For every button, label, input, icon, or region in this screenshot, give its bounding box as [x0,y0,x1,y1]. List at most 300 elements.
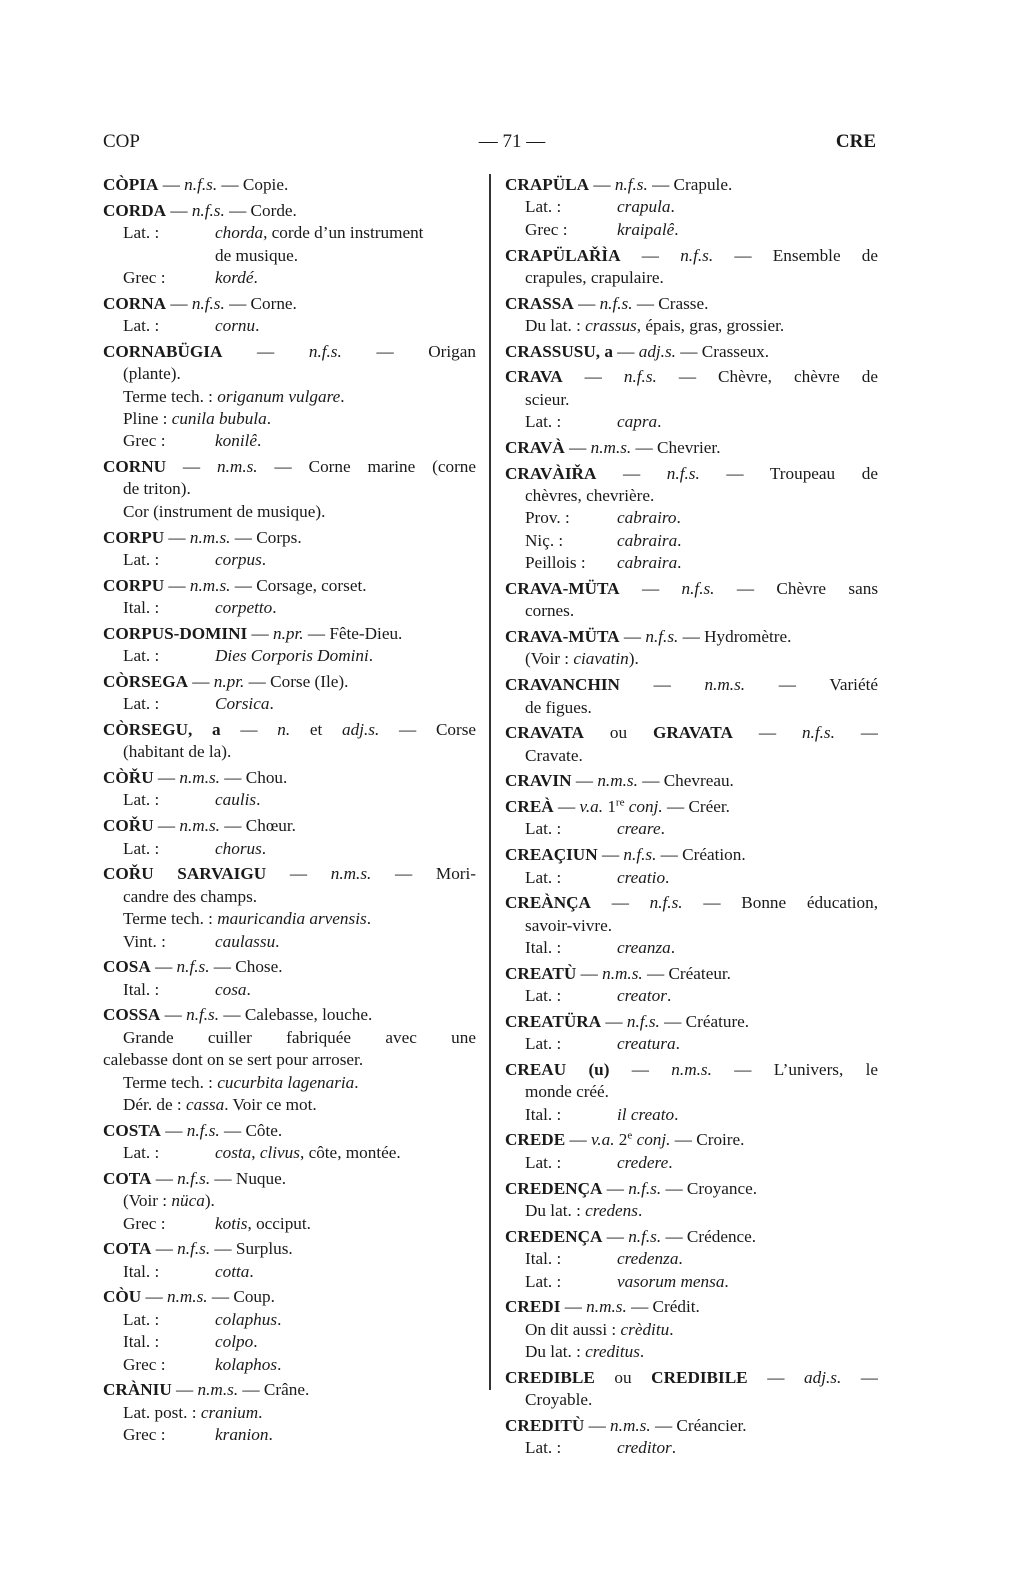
headword: CRAPÜLAŘÌA [505,245,621,265]
language-label: Lat. : [525,986,562,1006]
etymon: Corsica [215,694,270,714]
definition: Origan [428,341,476,361]
etymon-note: , occiput. [247,1213,311,1233]
dictionary-entry [505,174,878,241]
grammar-tag: n.m.s. [610,1415,651,1435]
etymology-line [103,789,476,811]
dictionary-entry [505,1011,878,1056]
dictionary-entry [505,892,878,959]
etymon: konilê [215,431,257,451]
headword: CRAVANCHIN [505,675,620,695]
etymon-note: , côte, montée. [299,1143,401,1163]
language-label: Ital. : [525,1249,562,1269]
etymon-note: . [269,694,274,714]
etymon: creatura [617,1034,676,1054]
dictionary-entry [103,200,476,290]
etymology-line [103,1213,476,1235]
entry-headline: COTA — n.f.s. — Surplus. [103,1239,293,1259]
headword: CÒŘU [103,768,154,788]
etymon-note: . [670,938,676,958]
etymology-line [103,597,476,619]
etymon: origanum vulgare [217,386,341,406]
entry-headline: CREAU (u) — n.m.s. — L’univers, le [505,1059,878,1079]
grammar-tag: n.m.s. [197,1380,239,1400]
headword: CORDA [103,200,167,220]
headword: CREDIBLE [505,1367,595,1387]
dictionary-entry [103,1004,476,1116]
etymon-note: . [272,598,277,618]
etymon: nüca [171,1191,205,1211]
entry-headline: CORPU — n.m.s. — Corsage, corset. [103,575,367,595]
entry-headline: CORDA — n.f.s. — Corde. [103,200,297,220]
headword: CRAPÜLA [505,175,590,194]
language-label: Lat. : [123,549,160,569]
etymology-line [103,979,476,1001]
etymon: creditus [585,1342,640,1362]
conjugation-suffix: e [627,1129,633,1142]
headword: CREDI [505,1297,561,1317]
etymology-line [505,1104,878,1126]
grammar-tag: n.m.s. [166,1287,208,1307]
etymon: cornu [215,316,256,336]
etymology-line [103,549,476,571]
dictionary-entry [505,1226,878,1293]
etymon-note: . [724,1271,729,1291]
etymology-line [103,386,476,408]
grammar-tag: adj.s. [804,1367,842,1387]
definition-continuation: cornes. [525,601,575,621]
etymon: corpus [215,549,262,569]
definition: Crasse. [658,293,709,313]
etymon: cabrairo [617,508,677,528]
dictionary-entry [505,722,878,767]
entry-headline: COSTA — n.f.s. — Côte. [103,1120,283,1140]
definition: Troupeau de [769,463,878,483]
headword: CREATÜRA [505,1011,602,1031]
grammar-tag: n.f.s. [681,578,715,598]
grammar-tag: n.pr. [213,671,245,691]
etymon-note: . [261,549,267,569]
definition: Crapule. [673,175,733,194]
left-column [103,174,476,1450]
language-label: Terme tech. : [123,386,213,406]
grammar-tag: n.f.s. [680,245,714,265]
etymon: cucurbita lagenaria [217,1072,355,1092]
grammar-tag: n.f.s. [614,175,648,194]
etymon: chorda [215,223,264,243]
entry-headline: CREDE — v.a. 2e conj. — Croire. [505,1129,745,1150]
dictionary-entry [505,437,878,459]
definition: Coup. [233,1287,275,1307]
entry-headline: COSA — n.f.s. — Chose. [103,957,283,977]
etymon-note: . [256,790,261,810]
etymon-note: . [670,197,675,217]
definition-continuation: monde créé. [525,1082,609,1102]
etymon: chorus [215,838,262,858]
definition: Corse [435,719,476,739]
etymology-line [103,645,476,667]
etymon-note: . [637,1200,643,1220]
etymology-line [103,315,476,337]
conjugation-suffix: re [615,796,625,809]
entry-headline: CRASSUSU, a — adj.s. — Crasseux. [505,341,770,361]
grammar-tag: n.f.s. [191,293,225,313]
grammar-tag: n.f.s. [649,893,683,913]
etymon: cranium [200,1402,259,1422]
grammar-tag: n.m.s. [330,864,372,884]
grammar-tag: n.f.s. [801,723,835,743]
entry-headline: CORNABÜGIA — n.f.s. — Origan [103,341,476,361]
headword: COŘU SARVAIGU [103,864,267,884]
dictionary-entry [103,815,476,860]
language-label: Grec : [123,431,166,451]
language-label: Lat. : [525,1438,562,1458]
headword: CORNABÜGIA [103,341,223,361]
etymology-line [103,1331,476,1353]
etymon-note: . [253,267,258,287]
language-label: Lat. : [525,1034,562,1054]
dictionary-entry [505,963,878,1008]
etymon: Dies Corporis Domini [215,646,369,666]
etymon: crassus [585,316,637,336]
dictionary-entry [103,1238,476,1283]
definition: Mori- [435,864,476,884]
note-line [103,1027,476,1049]
etymon-note: . [665,867,670,887]
definition: Chevreau. [663,771,734,791]
conjunction: ou [614,1367,632,1387]
headword: CRAVATA [505,723,584,743]
etymon-note: . [671,1438,677,1458]
grammar-tag: n.f.s. [626,1011,660,1031]
definition: Création. [682,845,746,865]
grammar-tag: n.f.s. [191,200,225,220]
dictionary-entry [103,341,476,453]
headword: CRAVIN [505,771,572,791]
dictionary-entry [505,341,878,363]
definition-continuation: Croyable. [525,1390,593,1410]
etymology-line [103,408,476,430]
etymon-note: . [674,219,679,239]
entry-headline: CRAPÜLA — n.f.s. — Crapule. [505,175,733,194]
grammar-tag: n.m.s. [590,437,632,457]
grammar-tag: n.m.s. [179,816,220,836]
definition: Crâne. [263,1380,310,1400]
dictionary-entry [103,456,476,523]
definition: Chose. [235,957,283,977]
language-label: Terme tech. : [123,909,213,929]
etymon: mauricandia arvensis [217,909,367,929]
language-label: Lat. : [123,838,160,858]
headword: CRAVÀIŘA [505,463,597,483]
grammar-tag: conj. [628,797,663,817]
dictionary-entry [103,293,476,338]
headword: CREATÙ [505,963,577,983]
language-label: Lat. : [525,867,562,887]
grammar-tag: n.f.s. [628,1226,662,1246]
headword: CORPUS-DOMINI [103,623,248,643]
etymon: kranion [215,1425,269,1445]
language-label: Pline : [123,408,168,428]
entry-headline: CORPUS-DOMINI — n.pr. — Fête-Dieu. [103,623,403,643]
dictionary-entry [103,527,476,572]
dictionary-entry [103,956,476,1001]
entry-headline: CRAVA — n.f.s. — Chèvre, chèvre de [505,367,878,387]
headword: CRAVÀ [505,437,565,457]
definition: Croire. [696,1130,745,1150]
definition-continuation: crapules, crapulaire. [525,267,664,287]
grammar-tag: n.m.s. [586,1297,627,1317]
entry-headline: CREDENÇA — n.f.s. — Crédence. [505,1226,757,1246]
language-label: Du lat. : [525,316,581,336]
entry-headline: CRÀNIU — n.m.s. — Crâne. [103,1380,310,1400]
dictionary-entry [505,1059,878,1126]
etymology-line [505,1248,878,1270]
etymology-line [103,1424,476,1446]
etymology-line [505,315,878,337]
definition: L’univers, le [773,1059,878,1079]
etymology-line [103,1261,476,1283]
definition-continuation: Cravate. [525,745,583,765]
headword: CRASSUSU, a [505,341,613,361]
headword: CORPU [103,527,165,547]
entry-headline: CREDI — n.m.s. — Crédit. [505,1297,700,1317]
grammar-tag: v.a. [590,1130,615,1150]
etymon-note: . [675,1034,680,1054]
etymon: creator [617,986,667,1006]
dictionary-entry [103,575,476,620]
etymon-note: . [249,1261,254,1281]
etymon-note: , [251,1143,260,1163]
language-label: Grec : [123,1354,166,1374]
grammar-tag: n.f.s. [623,845,657,865]
entry-headline: CRAVANCHIN — n.m.s. — Variété [505,675,878,695]
etymology-line [505,552,878,574]
dictionary-entry [103,1379,476,1446]
etymology-line [505,937,878,959]
etymon-note: . [669,1319,674,1339]
etymon-note: . [266,408,272,428]
headword: COSA [103,957,151,977]
conjunction: et [309,719,323,739]
language-label: Lat. : [123,316,160,336]
headword: CRAVA-MÜTA [505,578,620,598]
etymology-line [505,219,878,241]
dictionary-entry [103,863,476,953]
etymon: kraipalê [617,219,675,239]
language-label: Lat. : [123,1309,160,1329]
etymon: clivus [259,1143,300,1163]
definition-continuation: de triton). [123,479,191,499]
dictionary-entry [103,767,476,812]
language-label: Lat. : [525,1152,562,1172]
etymon: costa [215,1143,252,1163]
language-label: Grec : [525,219,568,239]
language-label: On dit aussi : [525,1319,617,1339]
grammar-tag: adj.s. [342,719,380,739]
language-label: (Voir : [525,649,570,669]
definition: Chèvre, chèvre de [718,367,878,387]
definition: Côte. [245,1120,283,1140]
etymon-note: ). [204,1191,215,1211]
language-label: Dér. de : [123,1094,182,1114]
headword: CREÀ [505,797,554,817]
headword: CRAVA-MÜTA [505,627,620,647]
definition: Hydromètre. [704,627,792,647]
definition-continuation: (habitant de la). [123,742,232,762]
definition: Corde. [250,200,297,220]
etymology-continuation: de musique. [215,245,299,265]
grammar-tag: n.f.s. [186,1120,220,1140]
etymon-note: . [676,508,681,528]
etymon: caulis [215,790,257,810]
language-label: Lat. : [123,694,160,714]
language-label: Grec : [123,267,166,287]
grammar-tag: n. [277,719,291,739]
etymon-note: . [277,1309,282,1329]
definition: Chœur. [245,816,296,836]
dictionary-entry [103,1168,476,1235]
grammar-tag: n.m.s. [671,1059,712,1079]
etymology-line [505,530,878,552]
dictionary-entry [103,1120,476,1165]
entry-headline: CORPU — n.m.s. — Corps. [103,527,302,547]
headword: CRASSA [505,293,574,313]
etymon-note: . [678,1249,683,1269]
headword: CREÀNÇA [505,893,591,913]
entry-headline: CREDIBLE ou CREDIBILE — adj.s. — [505,1367,878,1387]
etymon-note: . [275,931,280,951]
etymon-note: , corde d’un instrument [263,223,424,243]
dictionary-entry [505,1178,878,1223]
entry-headline: CREAÇIUN — n.f.s. — Création. [505,845,746,865]
grammar-tag: n.f.s. [599,293,633,313]
etymon: creare [617,819,661,839]
grammar-tag: n.f.s. [623,367,657,387]
entry-headline: CRAPÜLAŘÌA — n.f.s. — Ensemble de [505,245,878,265]
grammar-tag: n.f.s. [176,957,210,977]
etymology-line [103,1190,476,1212]
conjunction: ou [609,723,628,743]
grammar-tag: n.m.s. [179,768,220,788]
etymology-line [505,818,878,840]
dictionary-entry [505,796,878,841]
definition: Bonne éducation, [741,893,878,913]
grammar-tag: n.f.s. [184,175,218,194]
entry-headline: CÒŘU — n.m.s. — Chou. [103,768,288,788]
dictionary-entry [505,1296,878,1363]
entry-headline: CRAVÀIŘA — n.f.s. — Troupeau de [505,463,878,483]
right-column [505,174,878,1463]
grammar-tag: n.m.s. [189,527,231,547]
entry-headline: COTA — n.f.s. — Nuque. [103,1168,287,1188]
dictionary-entry [103,719,476,764]
etymology-line [103,267,476,289]
dictionary-entry [103,671,476,716]
definition: Corse (Ile). [270,671,349,691]
language-label: Niç. : [525,530,564,550]
etymology-line [103,1309,476,1331]
etymon-note: . [666,986,672,1006]
language-label: Lat. : [123,1143,160,1163]
etymology-line [505,411,878,433]
grammar-tag: n.f.s. [177,1239,211,1259]
definition: Surplus. [235,1239,293,1259]
entry-headline: CORNA — n.f.s. — Corne. [103,293,297,313]
definition: Créateur. [668,963,731,983]
grammar-tag: n.m.s. [217,457,258,477]
definition: Crédence. [686,1226,757,1246]
definition: Crédit. [652,1297,700,1317]
language-label: Lat. post. : [123,1402,197,1422]
etymon: cosa [215,979,247,999]
entry-headline: CORNU — n.m.s. — Corne marine (corne [103,457,476,477]
language-label: Lat. : [525,819,562,839]
grammar-tag: n.m.s. [602,963,643,983]
definition: Croyance. [686,1178,758,1198]
definition: Copie. [242,175,289,194]
language-label: Ital. : [123,1332,160,1352]
definition: Ensemble de [772,245,878,265]
note-continuation: calebasse dont on se sert pour arroser. [103,1050,364,1070]
etymology-line [505,985,878,1007]
definition: Créature. [685,1011,750,1031]
language-label: Lat. : [123,223,160,243]
definition: Corsage, corset. [256,575,367,595]
etymon-note: . [257,431,262,451]
entry-headline: CRAVÀ — n.m.s. — Chevrier. [505,437,721,457]
etymon-note: . [366,909,371,929]
headword: CÒU [103,1287,142,1307]
dictionary-entry [103,1286,476,1376]
entry-headline: CREATÙ — n.m.s. — Créateur. [505,963,731,983]
running-head-right: CRE [835,131,876,152]
etymon-note: . [246,979,251,999]
language-label: Ital. : [123,1261,160,1281]
definition: Calebasse, louche. [244,1005,373,1025]
headword-variant: GRAVATA [652,723,733,743]
dictionary-entry [505,1415,878,1460]
language-label: Lat. : [123,646,160,666]
conjugation-number: 2 [618,1130,628,1150]
etymon: creanza [617,938,671,958]
headword: CÒPIA [103,175,159,194]
headword: COTA [103,1168,152,1188]
etymon: kordé [215,267,254,287]
definition: Nuque. [235,1168,287,1188]
language-label: Du lat. : [525,1342,581,1362]
entry-headline: CÒPIA — n.f.s. — Copie. [103,175,289,194]
dictionary-entry [505,674,878,719]
etymon: creditor [617,1438,672,1458]
definition: Créer. [688,797,730,817]
headword: CREAÇIUN [505,845,598,865]
headword: CORPU [103,575,165,595]
etymon: colaphus [215,1309,278,1329]
etymon: crèditu [620,1319,670,1339]
dictionary-entry [505,1367,878,1412]
etymon-note: ). [628,649,639,669]
etymon-note: . [340,386,345,406]
etymon-note: . [657,412,662,432]
headword: CORNU [103,457,167,477]
etymology-line [505,1319,878,1341]
entry-headline: CRAVA-MÜTA — n.f.s. — Hydromètre. [505,627,792,647]
entry-headline: CREÀ — v.a. 1re conj. — Créer. [505,796,730,817]
etymon-note: . [258,1402,263,1422]
grammar-tag: n.f.s. [186,1005,220,1025]
running-head-left: COP [103,131,140,152]
